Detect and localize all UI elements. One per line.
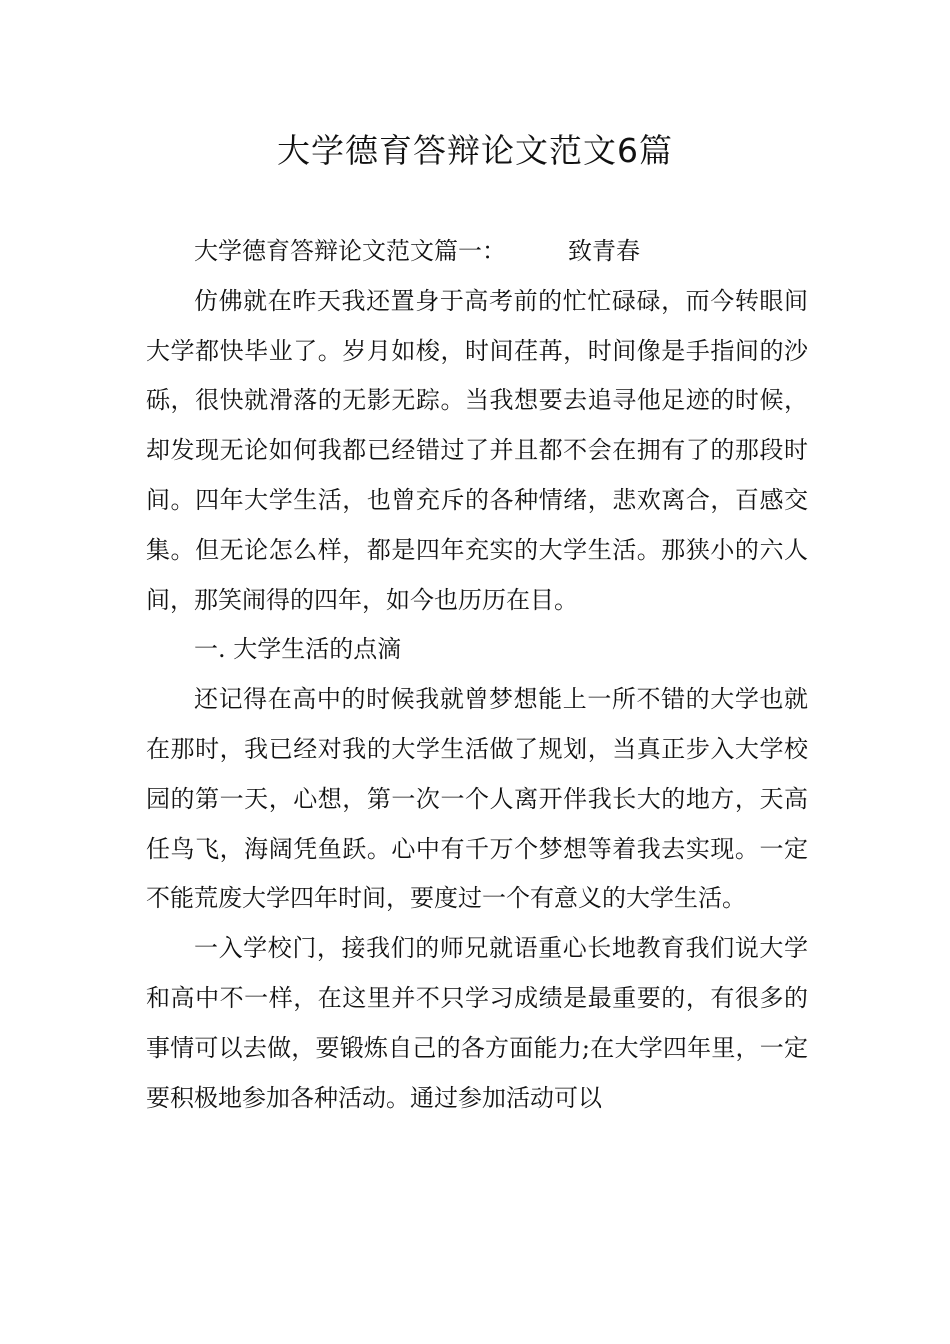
section-heading [146, 227, 808, 277]
paragraph: 还记得在高中的时候我就曾梦想能上一所不错的大学也就在那时，我已经对我的大学生活做了规划，当真正步入大学校园的第一天，心想，第一次一个人离开伴我长大的地方，天高任鸟飞，海阔凭鱼跃。心中有千万个梦想等着我去实现。一定不能荒废大学四年时间，要度过一个有意义的大学生活。 [146, 685, 808, 913]
document-title: 大学德育答辩论文范文6篇 [277, 131, 673, 170]
document-body [146, 227, 808, 1123]
paragraph: 一入学校门，接我们的师兄就语重心长地教育我们说大学和高中不一样，在这里并不只学习成绩是最重要的，有很多的事情可以去做，要锻炼自己的各方面能力;在大学四年里，一定要积极地参加各种活动。通过参加活动可以 [146, 934, 808, 1112]
section-heading-label: 大学德育答辩论文范文篇一： [194, 237, 506, 265]
paragraph: 仿佛就在昨天我还置身于高考前的忙忙碌碌，而今转眼间大学都快毕业了。岁月如梭，时间荏苒，时间像是手指间的沙砾，很快就滑落的无影无踪。当我想要去追寻他足迹的时候，却发现无论如何我都已经错过了并且都不会在拥有了的那段时间。四年大学生活，也曾充斥的各种情绪，悲欢离合，百感交集。但无论怎么样，都是四年充实的大学生活。那狭小的六人间，那笑闹得的四年，如今也历历在目。 [146, 286, 808, 614]
section-heading-topic: 致青春 [568, 237, 640, 265]
subsection-heading: 一. 大学生活的点滴 [194, 635, 402, 664]
